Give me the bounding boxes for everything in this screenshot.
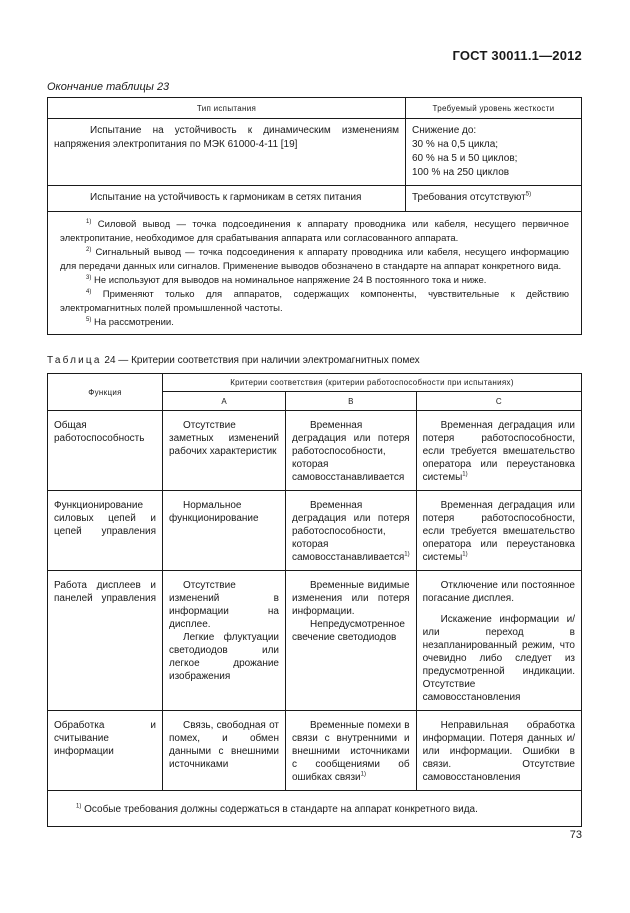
table-23-row-2-test: Испытание на устойчивость к гармоникам в сетях питания [48, 186, 406, 212]
footnote-text: На рассмотрении. [93, 317, 174, 328]
footnote [60, 246, 569, 274]
cell-text: Временные помехи в связи с внутренними и внешними источниками с сообщениями об ошибках связи [292, 720, 410, 783]
page-number: 73 [569, 829, 582, 841]
table-24 [47, 373, 582, 827]
table-24-row-4-c: Неправильная обработка информации. Потеря данных и/или информации. Ошибки в связи. Отсутствие самовосстановления [416, 711, 581, 791]
footnote [60, 288, 569, 316]
table-24-row-2-c [416, 491, 581, 571]
cell-text: Временная деградация или потеря работоспособности, если требуется вмешательство оператора или переустановка системы [422, 420, 575, 483]
table-24-row-2-b [286, 491, 417, 571]
table-24-row-3-a [163, 571, 286, 711]
table-24-title-text: 24 — Критерии соответствия при наличии электромагнитных помех [104, 355, 420, 366]
table-24-row-4-b [286, 711, 417, 791]
cell-text: Временная деградация или потеря работоспособности, если требуется вмешательство оператора или переустановка системы [422, 500, 575, 563]
table-24-row-1-a: Отсутствие заметных изменений рабочих характеристик [163, 411, 286, 491]
level-line: Снижение до: [412, 125, 477, 136]
level-line: 30 % на 0,5 цикла; [412, 139, 499, 150]
footnote-text: Силовой вывод — точка подсоединения к аппарату проводника или кабеля, несущего первичное электропитание, необходимое для срабатывания аппарата или согласованного аппарата. [60, 219, 569, 244]
cell-paragraph: Временные видимые изменения или потеря информации. [292, 580, 410, 617]
table-24-row-4-function: Обработка и считывание информации [48, 711, 163, 791]
footnote-text: Сигнальный вывод — точка подсоединения к аппарату проводника или кабеля, несущего информацию для передачи данных или сигналов. Применение выводов обозначено в стандарте на аппарат конкретного вида. [60, 247, 569, 272]
table-24-header-c: C [416, 392, 581, 411]
footnote-mark: 1) [404, 551, 410, 558]
footnote-mark: 2) [86, 246, 92, 253]
table-24-row-1-b: Временная деградация или потеря работоспособности, которая самовосстанавливается [286, 411, 417, 491]
table-word: Таблица [47, 355, 102, 366]
level-line: 60 % на 5 и 50 циклов; [412, 153, 518, 164]
footnote-text: Особые требования должны содержаться в стандарте на аппарат конкретного вида. [84, 804, 478, 815]
footnote-mark: 1) [76, 803, 82, 810]
level-line: 100 % на 250 циклов [412, 167, 510, 178]
table-24-row-2-a: Нормальное функционирование [163, 491, 286, 571]
table-24-row-1-c [416, 411, 581, 491]
table-23-continuation-caption: Окончание таблицы 23 [47, 81, 170, 93]
cell-text: Временная деградация или потеря работоспособности, которая самовосстанавливается [292, 500, 410, 563]
table-24-row-3-c [416, 571, 581, 711]
footnote-mark: 3) [86, 274, 92, 281]
footnote-text: Не используют для выводов на номинальное напряжение 24 В постоянного тока и ниже. [93, 275, 487, 286]
table-24-footnote [48, 791, 582, 827]
cell-paragraph: Непредусмотренное свечение светодиодов [292, 619, 405, 643]
table-24-header-function: Функция [48, 374, 163, 411]
table-24-row-3-function: Работа дисплеев и панелей управления [48, 571, 163, 711]
footnote [60, 316, 569, 330]
footnote-mark: 4) [86, 288, 92, 295]
footnote-mark: 5) [525, 191, 532, 198]
footnote [60, 218, 569, 246]
level-text: Требования отсутствуют [412, 192, 526, 203]
cell-paragraph: Отключение или постоянное погасание дисплея. [422, 580, 575, 604]
table-23 [47, 97, 582, 335]
table-24-header-a: A [163, 392, 286, 411]
cell-paragraph: Искажение информации и/или переход в незапланированный режим, что очевидно либо следует из предусмотренной индикации. Отсутствие самовосстановления [422, 614, 575, 703]
table-24-row-4-a: Связь, свободная от помех, и обмен данными с внешними источниками [163, 711, 286, 791]
table-24-header-criteria: Критерии соответствия (критерии работоспособности при испытаниях) [163, 374, 582, 392]
cell-paragraph: Легкие флуктуации светодиодов или легкое дрожание изображения [169, 632, 279, 682]
table-23-row-2-level [406, 186, 582, 212]
footnote-mark: 1) [360, 771, 366, 778]
table-24-row-2-function: Функционирование силовых цепей и цепей управления [48, 491, 163, 571]
footnote-mark: 1) [86, 218, 92, 225]
footnote-text: Применяют только для аппаратов, содержащих компоненты, чувствительные к действию электромагнитных полей промышленной частоты. [60, 289, 569, 314]
table-23-header-test-type: Тип испытания [48, 98, 406, 119]
table-24-row-3-b [286, 571, 417, 711]
table-23-row-1-test: Испытание на устойчивость к динамическим изменениям напряжения электропитания по МЭК 61000-4-11 [19] [48, 119, 406, 186]
standard-designation: ГОСТ 30011.1—2012 [452, 48, 582, 63]
footnote-mark: 1) [462, 551, 468, 558]
table-24-row-1-function: Общая работоспособность [48, 411, 163, 491]
table-23-header-severity-level: Требуемый уровень жесткости [406, 98, 582, 119]
table-23-row-1-level [406, 119, 582, 186]
footnote [60, 274, 569, 288]
footnote-mark: 5) [86, 316, 92, 323]
table-23-footnotes [48, 212, 582, 335]
table-24-title [47, 355, 420, 366]
cell-paragraph: Отсутствие изменений в информации на дисплее. [169, 580, 279, 630]
footnote-mark: 1) [462, 471, 468, 478]
table-24-header-b: B [286, 392, 417, 411]
